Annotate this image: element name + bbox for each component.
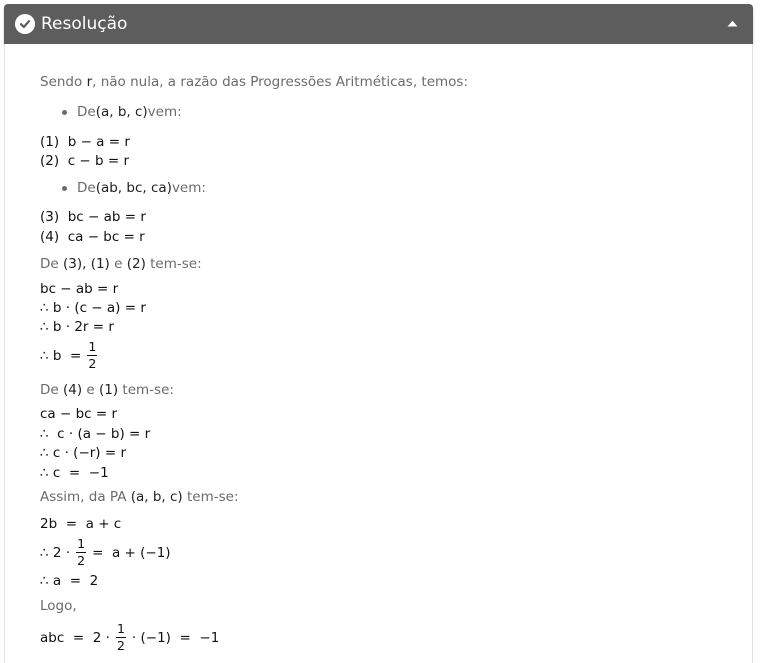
fraction-denominator: 2 — [116, 638, 125, 653]
step3-line2-suffix: = a + (−1) — [92, 544, 171, 561]
intro-text: Sendo r, não nula, a razão das Progressões Aritméticas, temos: — [40, 74, 469, 90]
step3-line3: ∴ a = 2 — [40, 573, 99, 589]
fraction-denominator: 2 — [88, 356, 97, 371]
fraction-numerator: 1 — [116, 621, 125, 636]
step2-label: De (4) e (1) tem-se: — [40, 382, 174, 398]
step2-line1: ca − bc = r — [40, 406, 118, 422]
fraction — [76, 537, 86, 568]
caret-up-icon[interactable] — [725, 16, 739, 30]
check-circle-icon — [15, 14, 35, 34]
final-prefix: abc = 2 · — [40, 629, 110, 646]
step3-line2-prefix: ∴ 2 · — [40, 544, 71, 561]
final-suffix: · (−1) = −1 — [131, 629, 220, 646]
fraction-numerator: 1 — [77, 536, 86, 551]
final-line — [40, 622, 219, 653]
fraction-denominator: 2 — [77, 553, 86, 568]
equation-1: (1) b − a = r — [40, 134, 130, 150]
fraction-numerator: 1 — [88, 339, 97, 354]
fraction — [87, 340, 97, 371]
equation-4: (4) ca − bc = r — [40, 229, 145, 245]
step3-line1: 2b = a + c — [40, 516, 122, 532]
logo-label: Logo, — [40, 598, 77, 614]
bullet-2: De (ab, bc, ca) vem: — [40, 180, 206, 196]
step1-line4-prefix: ∴ b = — [40, 347, 82, 364]
step2-line3: ∴ c · (−r) = r — [40, 445, 127, 461]
step1-line2: ∴ b · (c − a) = r — [40, 300, 146, 316]
equation-3: (3) bc − ab = r — [40, 209, 146, 225]
step1-line1: bc − ab = r — [40, 281, 119, 297]
step3-label: Assim, da PA (a, b, c) tem-se: — [40, 489, 239, 505]
step2-line2: ∴ c · (a − b) = r — [40, 426, 151, 442]
step1-label: De (3), (1) e (2) tem-se: — [40, 256, 202, 272]
bullet-dot — [62, 186, 67, 191]
step2-line4: ∴ c = −1 — [40, 465, 109, 481]
bullet-dot — [62, 110, 67, 115]
resolution-header[interactable] — [4, 4, 753, 44]
equation-2: (2) c − b = r — [40, 153, 130, 169]
step1-line3: ∴ b · 2r = r — [40, 319, 114, 335]
bullet-1: De (a, b, c) vem: — [40, 104, 182, 120]
header-title: Resolução — [41, 14, 128, 34]
fraction — [116, 622, 126, 653]
step1-line4 — [40, 340, 103, 371]
step3-line2 — [40, 537, 171, 568]
